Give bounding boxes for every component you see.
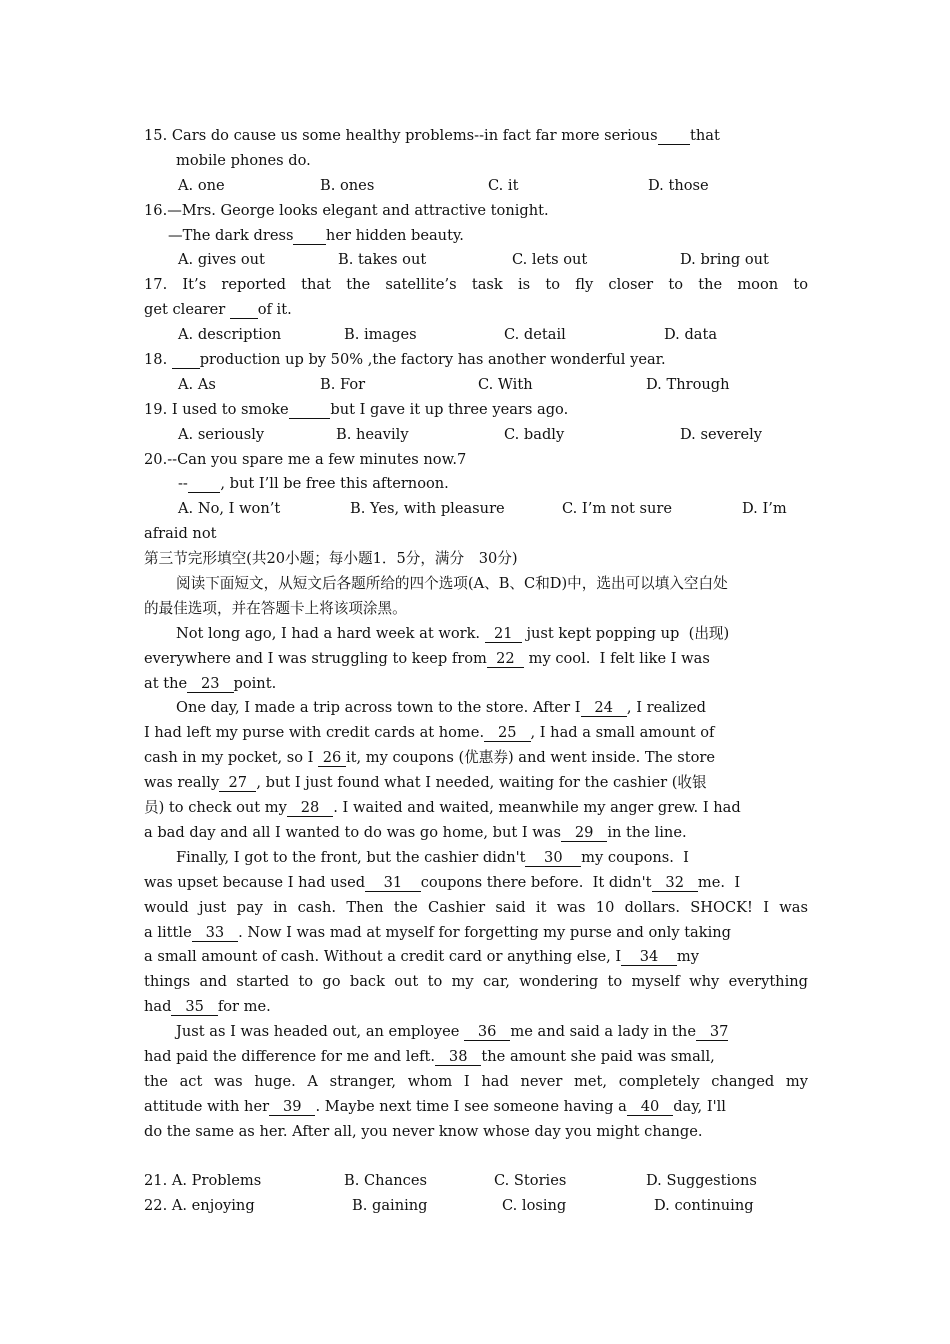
passage-line: was upset because I had used 31 coupons there before. It didn't 32 me. I [144,873,741,891]
option: D. those [648,176,709,194]
question-18-options [144,373,808,398]
blank-21: 21 [484,624,522,642]
option: D. severely [680,425,762,443]
blank-26: 26 [318,749,346,767]
passage-line: Finally, I got to the front, but the cashier didn't 30 my coupons. I [176,848,689,866]
option: B. For [320,375,366,393]
option: A. gives out [178,251,265,269]
option: C. I’m not sure [562,500,672,518]
blank-31: 31 [365,873,421,891]
blank-23: 23 [187,674,234,692]
option: C. Stories [494,1172,567,1190]
passage-line: everywhere and I was struggling to keep from 22 my cool. I felt like I was [144,649,710,667]
blank-35: 35 [171,998,218,1016]
option: B. Yes, with pleasure [350,500,505,518]
option: B. gaining [352,1197,428,1215]
option: C. lets out [512,251,588,269]
blank-38: 38 [435,1047,482,1065]
question-17-stem-cont: get clearer of it. [144,301,292,319]
question-17-options [144,323,808,348]
section-instructions: 阅读下面短文，从短文后各题所给的四个选项(A、B、C和D)中，选出可以填入空白处 [176,575,728,593]
question-19-options [144,423,808,448]
option: C. With [478,375,533,393]
option: A. description [178,326,282,344]
answer-blank [289,402,331,419]
option: D. data [664,326,718,344]
passage-line: I had left my purse with credit cards at home. 25 , I had a small amount of [144,724,715,742]
question-19-stem: 19. I used to smoke but I gave it up three years ago. [144,400,569,418]
blank-32: 32 [651,873,698,891]
option: D. Suggestions [646,1172,757,1190]
blank-30: 30 [525,848,582,866]
option: B. Chances [344,1172,427,1190]
question-15-options [144,174,808,199]
passage-line: a small amount of cash. Without a credit card or anything else, I 34 my [144,948,699,966]
blank-40: 40 [626,1097,674,1115]
option: B. heavily [336,425,409,443]
passage-line: 员) to check out my 28 . I waited and waited, meanwhile my anger grew. I had [144,799,741,817]
blank-29: 29 [560,823,608,841]
option: B. ones [320,176,375,194]
passage-line: things and started to go back out to my car, wondering to myself why everything [144,973,808,991]
passage-line: was really 27 , but I just found what I needed, waiting for the cashier (收银 [144,774,707,792]
question-20-stem: 20.--Can you spare me a few minutes now.7 [144,450,467,468]
question-21-options [144,1169,808,1194]
question-15-stem-cont: mobile phones do. [176,151,311,169]
option: A. seriously [178,425,265,443]
answer-blank [172,352,200,369]
question-20-options [144,497,808,522]
option: D. Through [646,375,730,393]
passage-line: a little 33 . Now I was mad at myself for forgetting my purse and only taking [144,923,732,941]
passage-line: attitude with her 39 . Maybe next time I see someone having a 40 day, I'll [144,1097,726,1115]
passage-line: cash in my pocket, so I 26 it, my coupons (优惠券) and went inside. The store [144,749,716,767]
option: 21. A. Problems [144,1172,262,1190]
question-16-stem: 16.—Mrs. George looks elegant and attractive tonight. [144,201,549,219]
option: A. one [178,176,225,194]
option: A. No, I won’t [178,500,281,518]
passage-line: would just pay in cash. Then the Cashier said it was 10 dollars. SHOCK! I was [144,898,808,916]
question-18-stem: 18. production up by 50% ,the factory has another wonderful year. [144,351,666,369]
blank-22: 22 [486,649,524,667]
blank-34: 34 [621,948,677,966]
blank-36: 36 [463,1023,511,1041]
answer-blank [230,302,258,319]
passage-line: at the 23 point. [144,674,277,692]
question-16-stem-cont: —The dark dress her hidden beauty. [168,226,464,244]
exam-page [144,124,808,1219]
passage-line: had paid the difference for me and left. 38 the amount she paid was small, [144,1047,715,1065]
question-20-option-wrap: afraid not [144,525,217,543]
passage-line: the act was huge. A stranger, whom I had never met, completely changed my [144,1072,808,1090]
passage-line: Not long ago, I had a hard week at work. 21 just kept popping up (出现) [176,624,730,642]
answer-blank [293,228,325,245]
blank-27: 27 [219,774,257,792]
answer-blank [658,128,690,145]
question-20-stem-cont: -- , but I’ll be free this afternoon. [178,475,449,493]
passage-line: had 35 for me. [144,998,271,1016]
passage-line: Just as I was headed out, an employee 36 me and said a lady in the 37 [176,1023,729,1041]
option: A. As [178,375,216,393]
option: 22. A. enjoying [144,1197,255,1215]
option: B. takes out [338,251,427,269]
passage-line: One day, I made a trip across town to the store. After I 24 , I realized [176,699,706,717]
option: D. continuing [654,1197,754,1215]
option: C. it [488,176,519,194]
question-22-options [144,1194,808,1219]
option: C. losing [502,1197,567,1215]
option: B. images [344,326,417,344]
section-title: 第三节完形填空(共20小题；每小题1．5分，满分 30分) [144,550,518,568]
passage-line: a bad day and all I wanted to do was go home, but I was 29 in the line. [144,823,687,841]
blank-24: 24 [580,699,627,717]
section-instructions-cont: 的最佳选项，并在答题卡上将该项涂黑。 [144,599,407,617]
blank-33: 33 [191,923,239,941]
blank-39: 39 [269,1097,316,1115]
question-17-stem: 17. It’s reported that the satellite’s task is to fly closer to the moon to [144,276,808,294]
blank-37: 37 [695,1023,729,1041]
blank-28: 28 [286,799,334,817]
question-15-stem: 15. Cars do cause us some healthy problems--in fact far more serious that [144,127,720,144]
option: D. I’m [742,500,787,518]
option: D. bring out [680,251,769,269]
option: C. detail [504,326,566,344]
option: C. badly [504,425,565,443]
question-16-options [144,248,808,273]
passage-line: do the same as her. After all, you never know whose day you might change. [144,1122,703,1140]
blank-25: 25 [484,724,531,742]
answer-blank [188,476,220,493]
